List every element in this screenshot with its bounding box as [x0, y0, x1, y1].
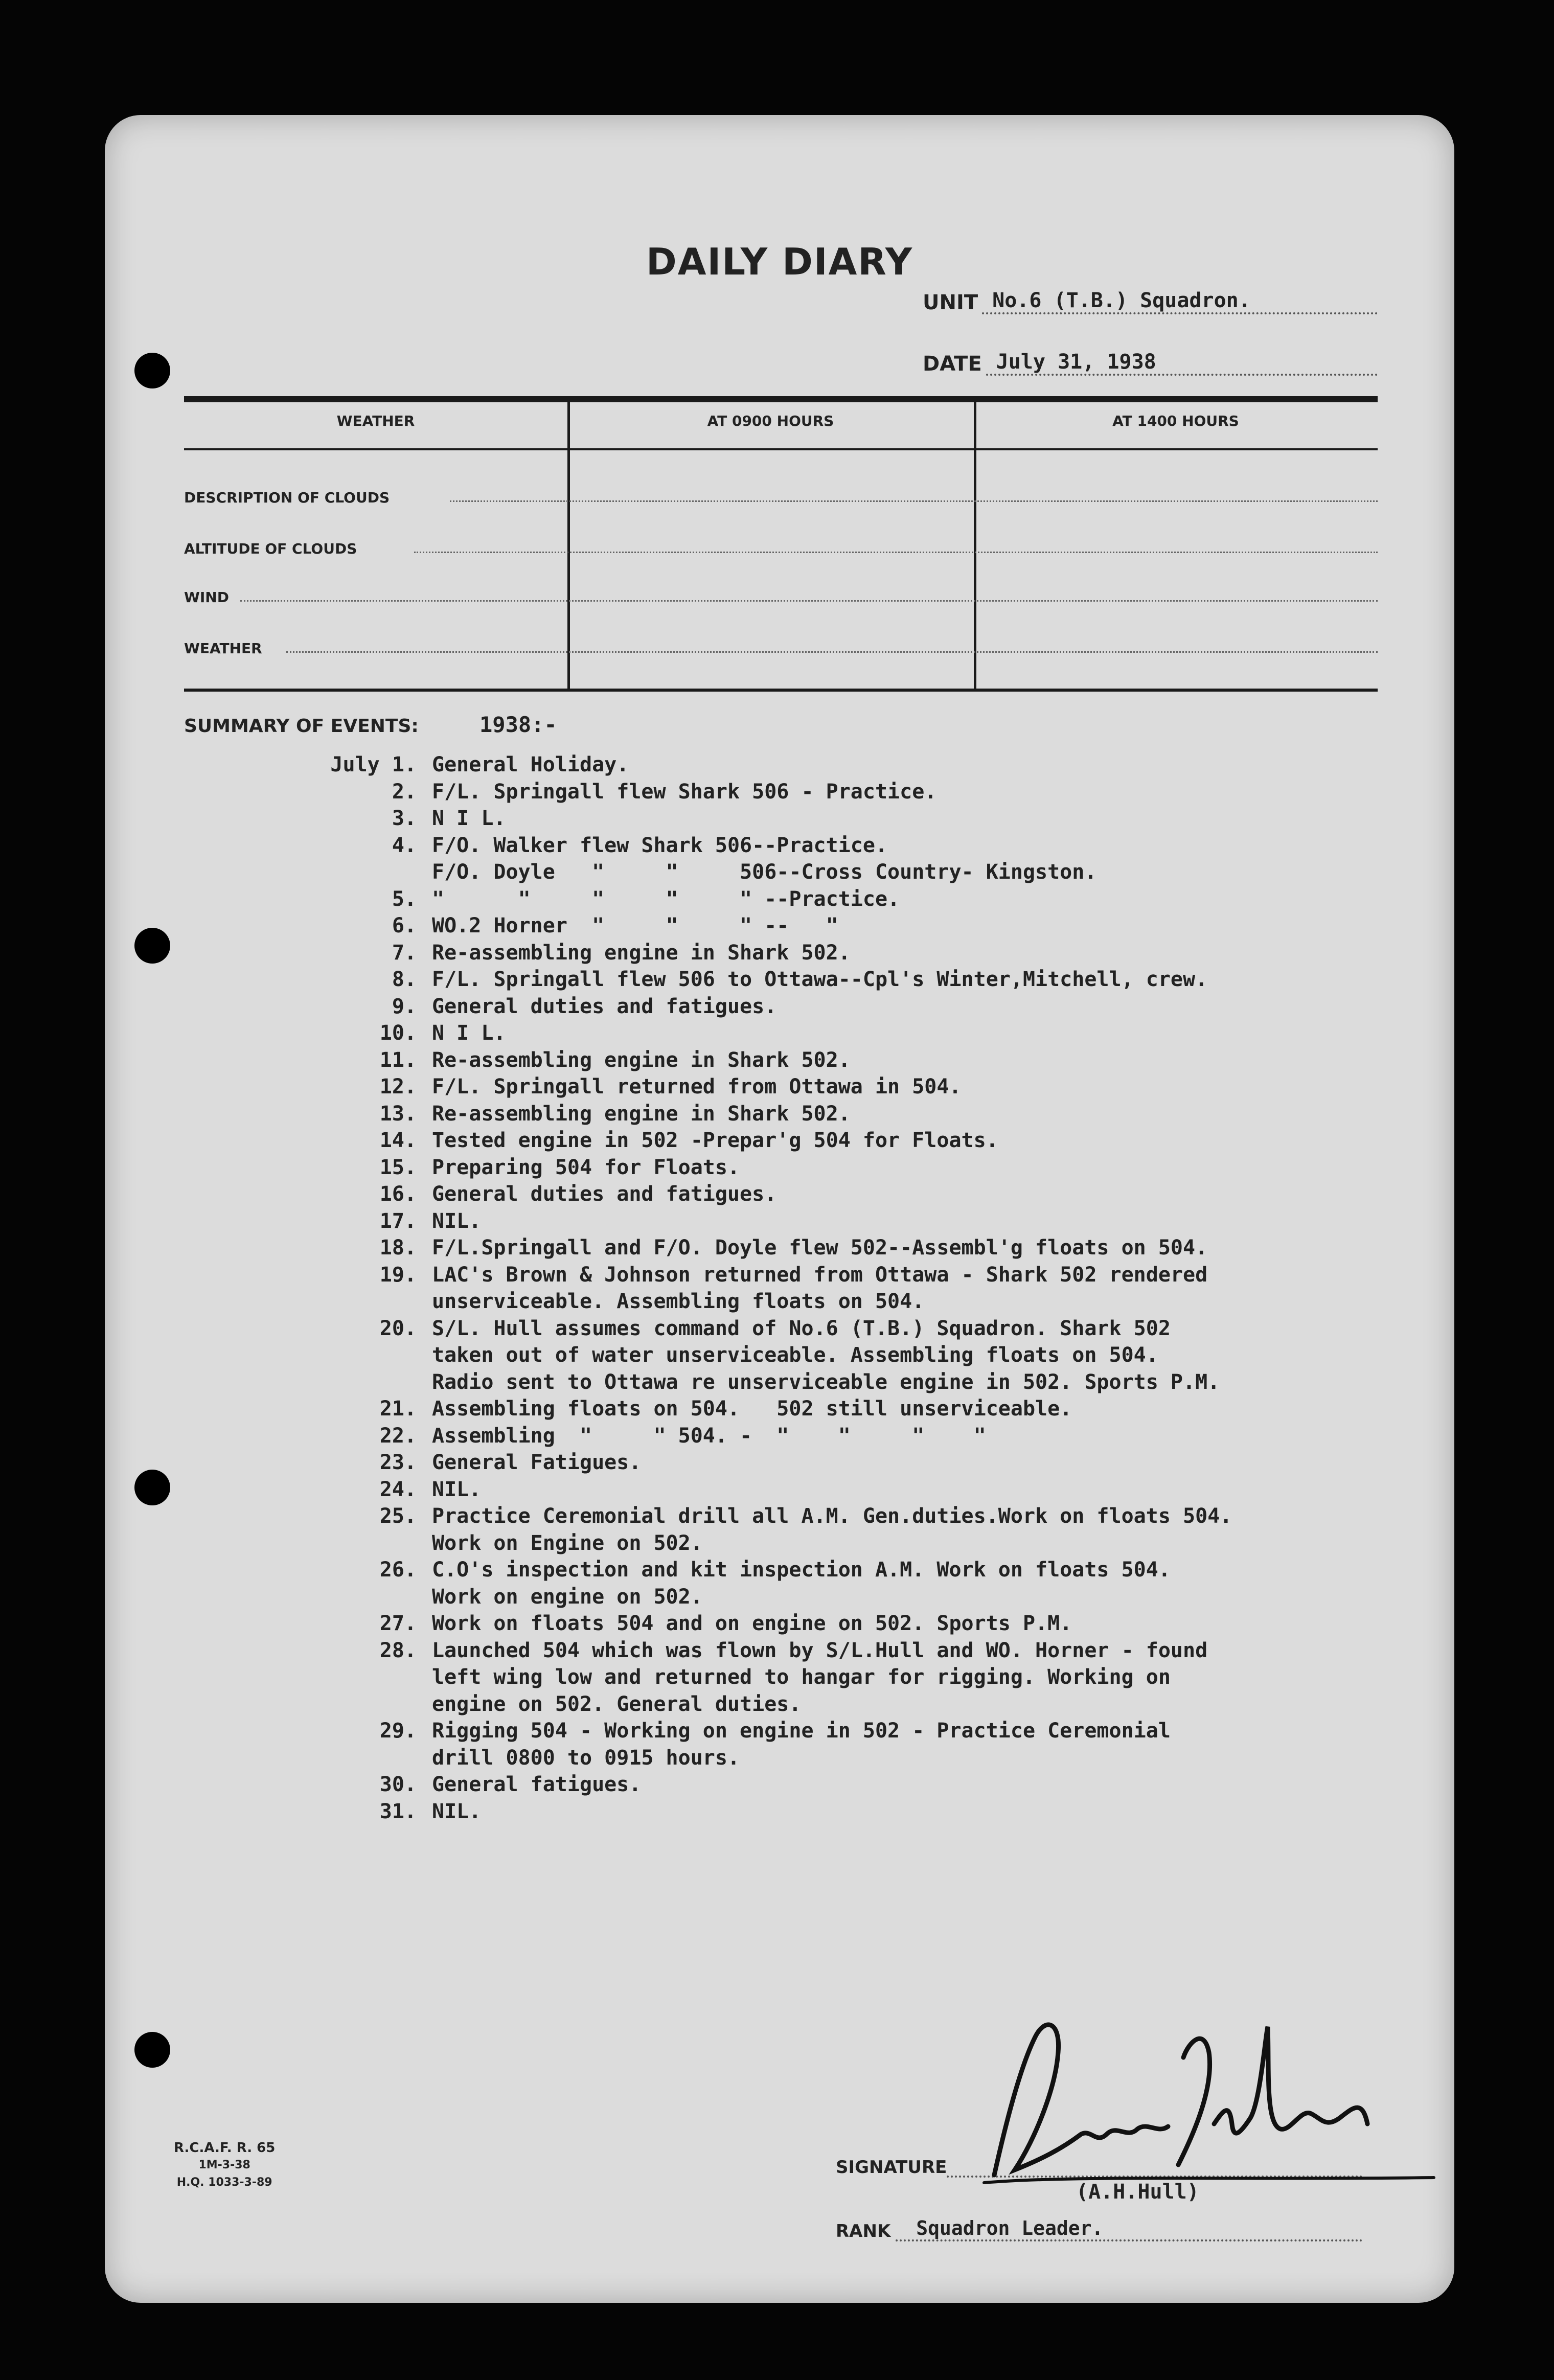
event-text: Work on floats 504 and on engine on 502. Sports P.M. — [432, 1612, 1072, 1635]
event-date: 13. — [379, 1102, 417, 1126]
event-text: F/L. Springall returned from Ottawa in 504. — [432, 1075, 962, 1099]
event-date: 25. — [379, 1504, 417, 1528]
diary-page — [105, 115, 1454, 2303]
event-date: 29. — [379, 1719, 417, 1743]
event-entry — [268, 940, 1444, 967]
event-text: Tested engine in 502 -Prepar'g 504 for Floats. — [432, 1129, 998, 1152]
event-text: S/L. Hull assumes command of No.6 (T.B.) Squadron. Shark 502 — [432, 1316, 1171, 1340]
rank-value: Squadron Leader. — [896, 2217, 1362, 2241]
row-wind: WIND — [184, 589, 229, 606]
event-entry — [268, 1073, 1444, 1101]
handwritten-signature — [974, 2006, 1459, 2201]
event-date — [268, 1288, 432, 1315]
event-date — [268, 1691, 432, 1718]
event-date: 19. — [379, 1263, 417, 1287]
event-text: Assembling " " 504. - " " " " — [432, 1424, 986, 1448]
event-text: Re-assembling engine in Shark 502. — [432, 941, 851, 965]
event-entry — [268, 805, 1444, 832]
event-entry — [268, 1369, 1444, 1396]
event-entry — [268, 1798, 1444, 1825]
event-entry — [268, 1503, 1444, 1530]
event-text: F/L. Springall flew Shark 506 - Practice. — [432, 780, 937, 804]
event-date: 12. — [379, 1075, 417, 1099]
event-entry — [268, 1342, 1444, 1369]
event-entry — [268, 1691, 1444, 1718]
event-text: Practice Ceremonial drill all A.M. Gen.duties.Work on floats 504. — [432, 1504, 1232, 1528]
weather-table — [184, 396, 1378, 692]
signatory-name: (A.H.Hull) — [1076, 2180, 1199, 2204]
event-text: General fatigues. — [432, 1773, 642, 1796]
binder-hole — [134, 928, 170, 964]
row-altitude-of-clouds: ALTITUDE OF CLOUDS — [184, 540, 357, 557]
event-text: F/L. Springall flew 506 to Ottawa--Cpl's Winter,Mitchell, crew. — [432, 968, 1208, 991]
event-date — [268, 1530, 432, 1557]
event-date: 11. — [379, 1048, 417, 1072]
dotted-line — [286, 651, 1378, 653]
event-entry — [268, 1449, 1444, 1476]
event-entry — [268, 1637, 1444, 1664]
1400-column-header: AT 1400 HOURS — [1112, 413, 1239, 429]
event-text: NIL. — [432, 1209, 482, 1233]
binder-hole — [134, 1470, 170, 1505]
event-date: 24. — [379, 1477, 417, 1501]
event-date — [268, 1664, 432, 1691]
signature-label: SIGNATURE — [836, 2157, 947, 2178]
event-entry — [268, 779, 1444, 806]
summary-of-events-label: SUMMARY OF EVENTS: — [184, 716, 419, 737]
event-date: 20. — [379, 1316, 417, 1340]
event-date: 30. — [379, 1773, 417, 1796]
dotted-line — [450, 500, 1378, 502]
event-date: 8. — [392, 968, 417, 991]
event-date: 27. — [379, 1612, 417, 1635]
event-date: 28. — [379, 1638, 417, 1662]
event-date: 4. — [392, 833, 417, 857]
event-date: 15. — [379, 1155, 417, 1179]
event-entry — [268, 1664, 1444, 1691]
dotted-line — [240, 600, 1378, 602]
event-date — [268, 859, 432, 886]
event-text: Radio sent to Ottawa re unserviceable engine in 502. Sports P.M. — [432, 1370, 1220, 1394]
row-description-of-clouds: DESCRIPTION OF CLOUDS — [184, 489, 390, 506]
event-text: drill 0800 to 0915 hours. — [432, 1746, 740, 1770]
event-text: NIL. — [432, 1799, 482, 1823]
dotted-line — [414, 552, 1378, 553]
event-date: 7. — [392, 941, 417, 965]
event-entry — [268, 1262, 1444, 1289]
event-text: N I L. — [432, 807, 506, 830]
date-label: DATE — [923, 352, 982, 376]
event-entry — [268, 912, 1444, 940]
form-code — [174, 2139, 275, 2191]
rank-label: RANK — [836, 2221, 891, 2241]
event-date: 9. — [392, 994, 417, 1018]
page-title: DAILY DIARY — [646, 240, 913, 283]
column-divider — [974, 402, 976, 689]
event-entry — [268, 886, 1444, 913]
event-date — [268, 1584, 432, 1611]
event-date: 26. — [379, 1558, 417, 1582]
event-entry — [268, 859, 1444, 886]
event-text: taken out of water unserviceable. Assembling floats on 504. — [432, 1343, 1158, 1367]
event-text: Assembling floats on 504. 502 still unserviceable. — [432, 1397, 1072, 1421]
unit-label: UNIT — [923, 291, 978, 314]
event-entry — [268, 1181, 1444, 1208]
event-entry — [268, 751, 1444, 779]
event-entry — [268, 1315, 1444, 1342]
event-text: engine on 502. General duties. — [432, 1692, 802, 1716]
event-entry — [268, 1476, 1444, 1503]
event-text: unserviceable. Assembling floats on 504. — [432, 1290, 925, 1313]
binder-hole — [134, 2032, 170, 2068]
event-entry — [268, 1557, 1444, 1584]
event-entry — [268, 832, 1444, 859]
event-date: 18. — [379, 1236, 417, 1260]
event-text: " " " " " --Practice. — [432, 887, 900, 911]
event-entry — [268, 1610, 1444, 1637]
event-entry — [268, 1234, 1444, 1262]
form-code-line: 1M-3-38 — [198, 2159, 250, 2171]
event-entry — [268, 1718, 1444, 1745]
summary-year: 1938:- — [479, 712, 557, 737]
event-date — [268, 1369, 432, 1396]
rank-field — [836, 2211, 1362, 2241]
event-date: 21. — [379, 1397, 417, 1421]
event-date: 31. — [379, 1799, 417, 1823]
event-date: July 1. — [330, 753, 417, 776]
event-text: Launched 504 which was flown by S/L.Hull and WO. Horner - found — [432, 1638, 1208, 1662]
binder-hole — [134, 353, 170, 388]
event-entry — [268, 966, 1444, 993]
event-date: 5. — [392, 887, 417, 911]
0900-column-header: AT 0900 HOURS — [707, 413, 834, 429]
event-entry — [268, 1771, 1444, 1798]
event-text: General duties and fatigues. — [432, 1182, 777, 1206]
event-date — [268, 1342, 432, 1369]
event-date — [268, 1745, 432, 1772]
weather-column-header: WEATHER — [336, 413, 415, 429]
event-entry — [268, 1423, 1444, 1450]
event-entry — [268, 1047, 1444, 1074]
event-entry — [268, 1288, 1444, 1315]
unit-field — [923, 289, 1378, 314]
event-date: 6. — [392, 914, 417, 937]
date-value: July 31, 1938 — [986, 350, 1378, 376]
event-date: 14. — [379, 1129, 417, 1152]
event-date: 22. — [379, 1424, 417, 1448]
event-text: General Holiday. — [432, 753, 629, 776]
event-text: Work on engine on 502. — [432, 1585, 703, 1609]
date-field — [923, 350, 1378, 376]
event-text: F/O. Walker flew Shark 506--Practice. — [432, 833, 888, 857]
event-date: 3. — [392, 807, 417, 830]
event-text: left wing low and returned to hangar for rigging. Working on — [432, 1665, 1171, 1689]
event-date: 2. — [392, 780, 417, 804]
event-text: N I L. — [432, 1021, 506, 1045]
event-entry — [268, 1395, 1444, 1423]
event-entry — [268, 1745, 1444, 1772]
event-date: 23. — [379, 1451, 417, 1474]
event-text: General duties and fatigues. — [432, 994, 777, 1018]
event-text: C.O's inspection and kit inspection A.M. Work on floats 504. — [432, 1558, 1171, 1582]
event-text: F/L.Springall and F/O. Doyle flew 502--Assembl'g floats on 504. — [432, 1236, 1208, 1260]
event-entry — [268, 1208, 1444, 1235]
event-entry — [268, 1127, 1444, 1154]
event-text: General Fatigues. — [432, 1451, 642, 1474]
event-entry — [268, 993, 1444, 1020]
event-entry — [268, 1154, 1444, 1181]
row-weather: WEATHER — [184, 640, 262, 657]
unit-value: No.6 (T.B.) Squadron. — [982, 289, 1378, 314]
event-entry — [268, 1101, 1444, 1128]
event-list — [268, 751, 1444, 1825]
event-text: Re-assembling engine in Shark 502. — [432, 1048, 851, 1072]
header-rule — [184, 448, 1378, 450]
form-code-line: H.Q. 1033-3-89 — [176, 2176, 272, 2189]
event-text: Work on Engine on 502. — [432, 1531, 703, 1555]
event-entry — [268, 1530, 1444, 1557]
event-entry — [268, 1020, 1444, 1047]
event-entry — [268, 1584, 1444, 1611]
column-divider — [567, 402, 570, 689]
event-text: WO.2 Horner " " " -- " — [432, 914, 838, 937]
event-date: 10. — [379, 1021, 417, 1045]
event-text: Rigging 504 - Working on engine in 502 - Practice Ceremonial — [432, 1719, 1171, 1743]
event-text: Preparing 504 for Floats. — [432, 1155, 740, 1179]
event-text: F/O. Doyle " " 506--Cross Country- Kingston. — [432, 860, 1097, 884]
event-text: LAC's Brown & Johnson returned from Ottawa - Shark 502 rendered — [432, 1263, 1208, 1287]
event-text: Re-assembling engine in Shark 502. — [432, 1102, 851, 1126]
event-date: 16. — [379, 1182, 417, 1206]
form-code-line: R.C.A.F. R. 65 — [174, 2140, 276, 2156]
event-date: 17. — [379, 1209, 417, 1233]
event-text: NIL. — [432, 1477, 482, 1501]
